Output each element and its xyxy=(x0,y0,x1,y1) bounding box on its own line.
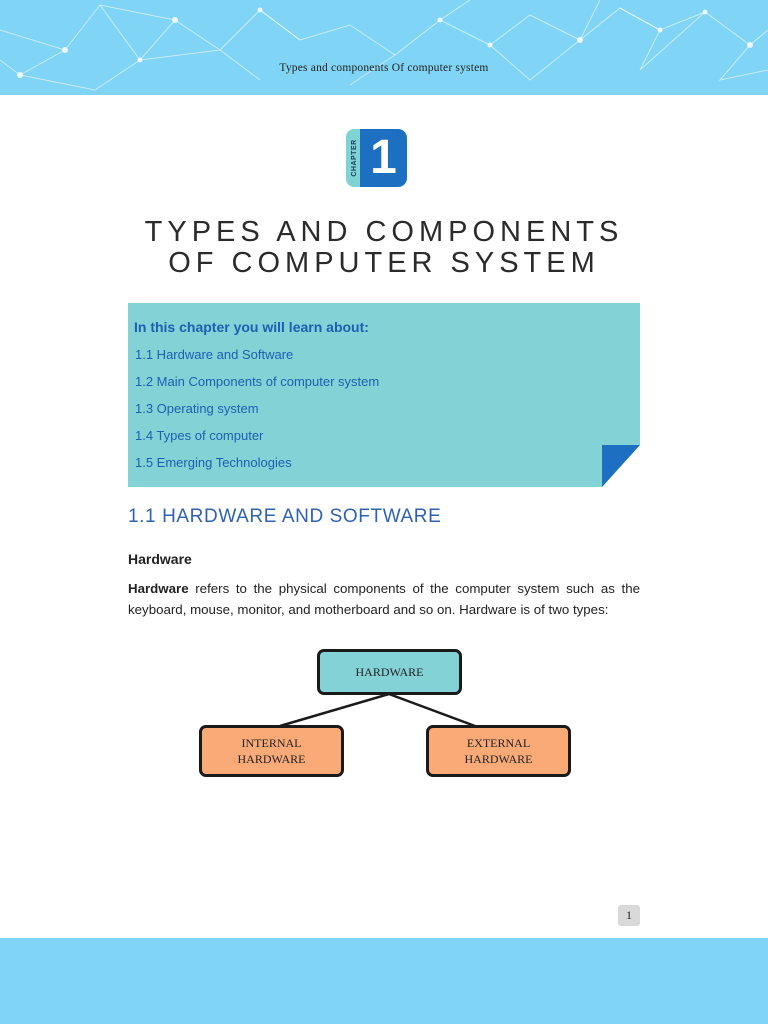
chapter-title-line1: TYPES AND COMPONENTS xyxy=(144,216,624,248)
body-paragraph xyxy=(128,578,640,620)
hardware-diagram xyxy=(190,640,590,790)
learning-objectives-heading: In this chapter you will learn about: xyxy=(134,319,369,335)
paragraph-text: refers to the physical components of the computer system such as the keyboard, mouse, monitor, and motherboard and so on. Hardware is of two types: xyxy=(128,581,640,617)
page-number: 1 xyxy=(618,905,640,926)
learning-item: 1.1 Hardware and Software xyxy=(135,347,294,362)
learning-item: 1.4 Types of computer xyxy=(135,428,264,443)
chapter-number: 1 xyxy=(370,131,397,184)
diagram-node-hardware: HARDWARE xyxy=(317,649,462,695)
diagram-node-external-hardware: EXTERNAL HARDWARE xyxy=(426,725,571,777)
learning-item: 1.2 Main Components of computer system xyxy=(135,374,380,389)
chapter-title xyxy=(100,217,668,279)
chapter-badge xyxy=(346,129,407,187)
page-fold-corner xyxy=(602,445,640,487)
chapter-label: CHAPTER xyxy=(351,139,358,177)
learning-item: 1.5 Emerging Technologies xyxy=(135,455,292,470)
section-heading: 1.1 HARDWARE AND SOFTWARE xyxy=(128,506,442,527)
learning-objectives-box xyxy=(128,303,640,487)
chapter-title-line2: OF COMPUTER SYSTEM xyxy=(168,247,600,279)
network-pattern xyxy=(0,0,768,95)
running-title: Types and components Of computer system xyxy=(279,62,489,74)
learning-item: 1.3 Operating system xyxy=(135,401,259,416)
sub-heading: Hardware xyxy=(128,551,192,567)
page-header xyxy=(0,0,768,95)
page-footer xyxy=(0,938,768,1024)
diagram-node-internal-hardware: INTERNAL HARDWARE xyxy=(199,725,344,777)
bold-term: Hardware xyxy=(128,581,189,596)
